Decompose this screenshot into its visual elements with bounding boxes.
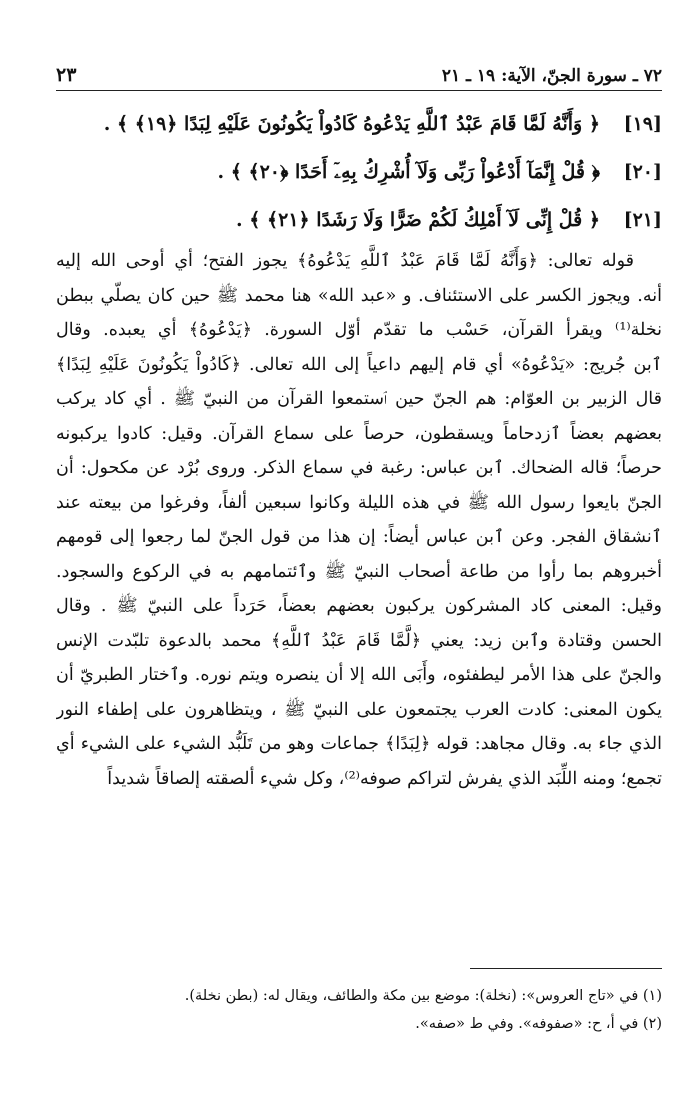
verse-19 — [56, 100, 662, 148]
text-line: الجنّ بايعوا رسول الله ﷺ في هذه الليلة وكانوا سبعين ألفاً، وفرغوا من بيعته عند — [56, 492, 662, 513]
text-line: حرصاً؛ قاله الضحاك. ٱبن عباس: رغبة في سماع الذكر. وروى بُرْد عن مكحول: أن — [56, 458, 662, 478]
text-line: الحسن وقتادة وٱبن زيد: يعني ﴿لَّمَّا قَامَ عَبْدُ ٱللَّهِ﴾ محمد بالدعوة تلبّدت الإنس — [56, 630, 662, 651]
running-title: ٧٢ ـ سورة الجنّ، الآية: ١٩ ـ ٢١ — [441, 66, 662, 86]
text-line: والجنّ على هذا الأمر ليطفئوه، وأَبَى الله إلا أن ينصره ويتم نوره. وٱختار الطبريّ أن — [56, 665, 662, 685]
verse-number: [٢٠] — [623, 161, 662, 183]
text-line: الذي جاء به. وقال مجاهد: قوله ﴿لِبَدًا﴾ جماعات وهو من تَلَبُّد الشيء على الشيء أي — [56, 734, 662, 754]
footnote-divider — [470, 968, 662, 969]
text-line: بعضهم بعضاً ٱزدحاماً ويسقطون، حرصاً على سماع القرآن. وقيل: كادوا يركبونه — [56, 423, 662, 444]
verse-text: ﴿ قُلْ إِنَّمَآ أَدْعُواْ رَبِّى وَلَآ أُشْرِكُ بِهِۦٓ أَحَدًا ﴿٢٠﴾ ﴾ . — [217, 161, 600, 183]
running-header — [56, 60, 662, 86]
text-line: قوله تعالى: ﴿وَأَنَّهُ لَمَّا قَامَ عَبْدُ ٱللَّهِ يَدْعُوهُ﴾ يجوز الفتح؛ أي أوحى الله إليه — [56, 251, 634, 271]
text-line: ٱنشقاق الفجر. وعن ٱبن عباس أيضاً: إن هذا من قول الجنّ لما رجعوا إلى قومهم — [56, 527, 662, 547]
text-line: تجمع؛ ومنه اللِّبَد الذي يفرش لتراكم صوفه⁽²⁾، وكل شيء ألصقته إلصاقاً شديداً — [107, 768, 662, 789]
text-line: أخبروهم بما رأوا من طاعة أصحاب النبيّ ﷺ وٱئتمامهم به في الركوع والسجود. — [56, 561, 662, 582]
verse-number: [٢١] — [623, 209, 662, 231]
text-line: قال الزبير بن العوّام: هم الجنّ حين ٱستمعوا القرآن من النبيّ ﷺ . أي كاد يركب — [56, 389, 662, 409]
footnote-2: (٢) في أ، ح: «صفوفه». وفي ط «صفه». — [415, 1016, 662, 1032]
text-line: ٱبن جُريج: «يَدْعُوهُ» أي قام إليهم داعياً إلى الله تعالى. ﴿كَادُواْ يَكُونُونَ عَلَيْهِ لِبَدًا﴾ — [56, 354, 662, 375]
page-number: ٢٣ — [56, 64, 77, 86]
commentary-text — [56, 244, 662, 796]
text-line: أنه. ويجوز الكسر على الاستئناف. و «عبد الله» هنا محمد ﷺ حين كان يصلّي ببطن — [56, 285, 662, 306]
verse-20 — [56, 148, 662, 196]
text-line: يكون المعنى: كادت العرب يجتمعون على النبيّ ﷺ ، ويتظاهرون على إطفاء النور — [56, 699, 662, 720]
text-line: وقيل: المعنى كاد المشركون يركبون بعضهم بعضاً، حَرَداً على النبيّ ﷺ . وقال — [56, 596, 662, 616]
verses-block — [56, 100, 662, 244]
verse-number: [١٩] — [623, 113, 662, 135]
verse-text: ﴿ وَأَنَّهُ لَمَّا قَامَ عَبْدُ ٱللَّهِ يَدْعُوهُ كَادُواْ يَكُونُونَ عَلَيْهِ لِبَدًا ﴿١٩﴾ ﴾ . — [103, 113, 600, 135]
text-line: نخلة⁽¹⁾ ويقرأ القرآن، حَسْب ما تقدّم أوّل السورة. ﴿يَدْعُوهُ﴾ أي يعبده. وقال — [56, 320, 662, 340]
verse-21 — [56, 196, 662, 244]
header-divider — [56, 90, 662, 91]
footnotes — [56, 982, 662, 1038]
verse-text: ﴿ قُلْ إِنِّى لَآ أَمْلِكُ لَكُمْ ضَرًّا وَلَا رَشَدًا ﴿٢١﴾ ﴾ . — [236, 209, 600, 231]
footnote-1: (١) في «تاج العروس»: (نخلة): موضع بين مكة والطائف، ويقال له: (بطن نخلة). — [184, 988, 662, 1004]
